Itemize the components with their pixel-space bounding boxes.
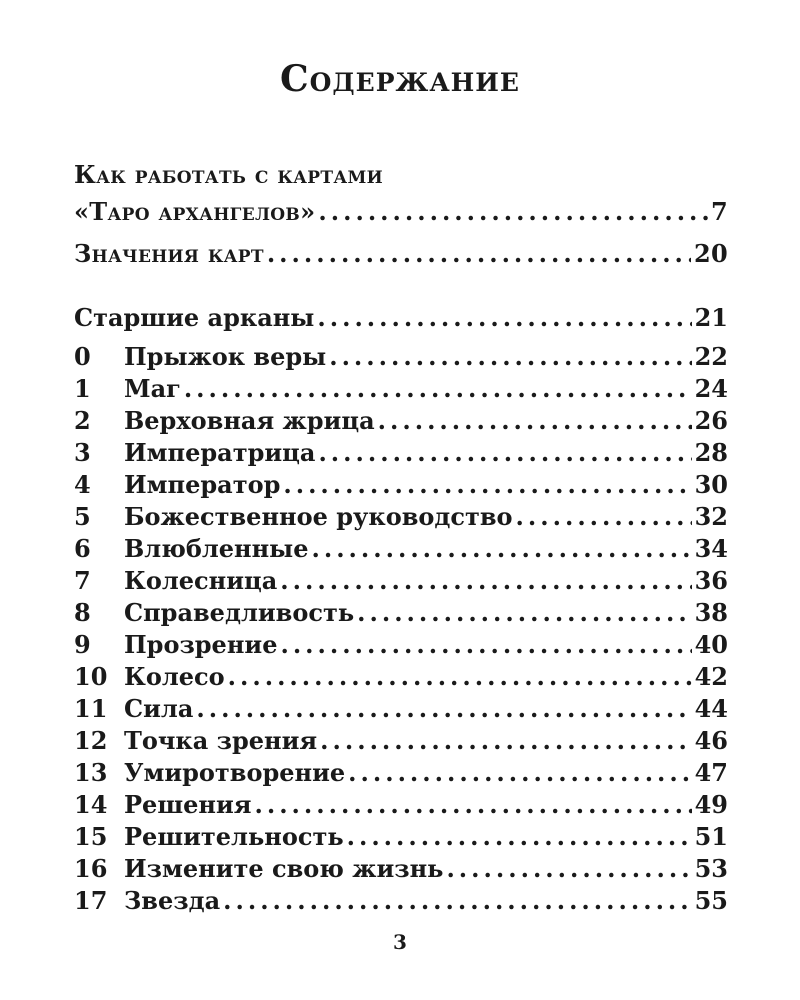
toc-page-number: 26 xyxy=(694,406,728,435)
toc-section-row[interactable] xyxy=(74,196,728,228)
toc-section-label: «Таро архангелов» xyxy=(74,197,316,226)
toc-entry[interactable] xyxy=(74,373,728,405)
dot-leader xyxy=(283,469,691,501)
toc-entry-label: Маг xyxy=(124,374,181,403)
toc-entry[interactable] xyxy=(74,501,728,533)
toc-page-number: 21 xyxy=(694,303,728,332)
dot-leader xyxy=(446,853,691,885)
toc-entry-label: Император xyxy=(124,470,281,499)
page-number: 3 xyxy=(393,930,407,954)
dot-leader xyxy=(378,405,692,437)
toc-page-number: 53 xyxy=(694,854,728,883)
toc-page-number: 51 xyxy=(694,822,728,851)
toc-entry-label: Колесо xyxy=(124,662,225,691)
toc-entry-label: Божественное руководство xyxy=(124,502,513,531)
toc-page-number: 55 xyxy=(694,886,728,915)
dot-leader xyxy=(223,885,691,917)
dot-leader xyxy=(254,789,691,821)
toc-arcana-label: Старшие арканы xyxy=(74,303,315,332)
toc-page-number: 42 xyxy=(694,662,728,691)
toc-section-label: Значения карт xyxy=(74,239,264,268)
toc-entry-number: 7 xyxy=(74,566,91,595)
dot-leader xyxy=(280,629,691,661)
toc-entry-number: 2 xyxy=(74,406,91,435)
toc-entry[interactable] xyxy=(74,757,728,789)
toc-page-number: 36 xyxy=(694,566,728,595)
toc-entry[interactable] xyxy=(74,597,728,629)
toc-entry-label: Влюбленные xyxy=(124,534,309,563)
toc-entry-label: Справедливость xyxy=(124,598,355,627)
toc-entry[interactable] xyxy=(74,885,728,917)
toc-entry-number: 15 xyxy=(74,822,108,851)
toc-entry-label: Прозрение xyxy=(124,630,278,659)
toc-page-number: 44 xyxy=(694,694,728,723)
toc-page-number: 28 xyxy=(694,438,728,467)
toc-entry-label: Верховная жрица xyxy=(124,406,375,435)
toc-page-number: 46 xyxy=(694,726,728,755)
toc-entry-number: 9 xyxy=(74,630,91,659)
toc-entry-number: 13 xyxy=(74,758,108,787)
toc-entry-label: Измените свою жизнь xyxy=(124,854,444,883)
toc-entry[interactable] xyxy=(74,725,728,757)
dot-leader xyxy=(516,501,692,533)
toc-page-number: 49 xyxy=(694,790,728,819)
toc-entry-number: 1 xyxy=(74,374,91,403)
toc-page-number: 22 xyxy=(694,342,728,371)
toc-entry[interactable] xyxy=(74,437,728,469)
toc-entry-label: Сила xyxy=(124,694,194,723)
toc-entry[interactable] xyxy=(74,533,728,565)
dot-leader xyxy=(311,533,691,565)
toc-page-number: 34 xyxy=(694,534,728,563)
dot-leader xyxy=(196,693,691,725)
toc-entry-number: 0 xyxy=(74,342,91,371)
dot-leader xyxy=(318,196,708,228)
toc-page-number: 30 xyxy=(694,470,728,499)
toc-entry-label: Прыжок веры xyxy=(124,342,327,371)
toc-arcana-row[interactable] xyxy=(74,302,728,334)
toc-page-number: 7 xyxy=(711,197,728,226)
dot-leader xyxy=(347,821,692,853)
toc-entry-number: 8 xyxy=(74,598,91,627)
toc-entry-number: 17 xyxy=(74,886,108,915)
dot-leader xyxy=(228,661,692,693)
dot-leader xyxy=(267,238,691,270)
toc-page-number: 32 xyxy=(694,502,728,531)
dot-leader xyxy=(280,565,691,597)
dot-leader xyxy=(184,373,692,405)
toc-entry[interactable] xyxy=(74,789,728,821)
toc-entry-number: 5 xyxy=(74,502,91,531)
dot-leader xyxy=(318,437,691,469)
toc-entry-number: 16 xyxy=(74,854,108,883)
dot-leader xyxy=(357,597,691,629)
toc-entry-number: 11 xyxy=(74,694,108,723)
toc-entry[interactable] xyxy=(74,661,728,693)
section-title-line1: Как работать с картами xyxy=(74,160,383,189)
toc-entry-number: 10 xyxy=(74,662,108,691)
toc-entry[interactable] xyxy=(74,469,728,501)
toc-entry-label: Императрица xyxy=(124,438,316,467)
toc-entry-label: Решительность xyxy=(124,822,344,851)
toc-entry-number: 3 xyxy=(74,438,91,467)
toc-page-number: 24 xyxy=(694,374,728,403)
toc-entry-label: Решения xyxy=(124,790,252,819)
dot-leader xyxy=(348,757,691,789)
toc-entry[interactable] xyxy=(74,405,728,437)
toc-entry-label: Колесница xyxy=(124,566,278,595)
toc-entry[interactable] xyxy=(74,341,728,373)
toc-page-number: 40 xyxy=(694,630,728,659)
toc-page-number: 47 xyxy=(694,758,728,787)
toc-section-row[interactable] xyxy=(74,238,728,270)
dot-leader xyxy=(320,725,691,757)
toc-entry[interactable] xyxy=(74,821,728,853)
dot-leader xyxy=(329,341,691,373)
toc-entry-number: 12 xyxy=(74,726,108,755)
toc-entry[interactable] xyxy=(74,693,728,725)
toc-entry-number: 6 xyxy=(74,534,91,563)
toc-entry[interactable] xyxy=(74,565,728,597)
toc-entry-label: Звезда xyxy=(124,886,221,915)
toc-entry-number: 4 xyxy=(74,470,91,499)
page-title: Содержание xyxy=(280,58,520,100)
toc-page-number: 38 xyxy=(694,598,728,627)
toc-entry-label: Умиротворение xyxy=(124,758,346,787)
toc-entry[interactable] xyxy=(74,853,728,885)
toc-page-number: 20 xyxy=(694,239,728,268)
toc-entry-label: Точка зрения xyxy=(124,726,318,755)
toc-entry[interactable] xyxy=(74,629,728,661)
toc-entry-number: 14 xyxy=(74,790,108,819)
dot-leader xyxy=(317,302,691,334)
